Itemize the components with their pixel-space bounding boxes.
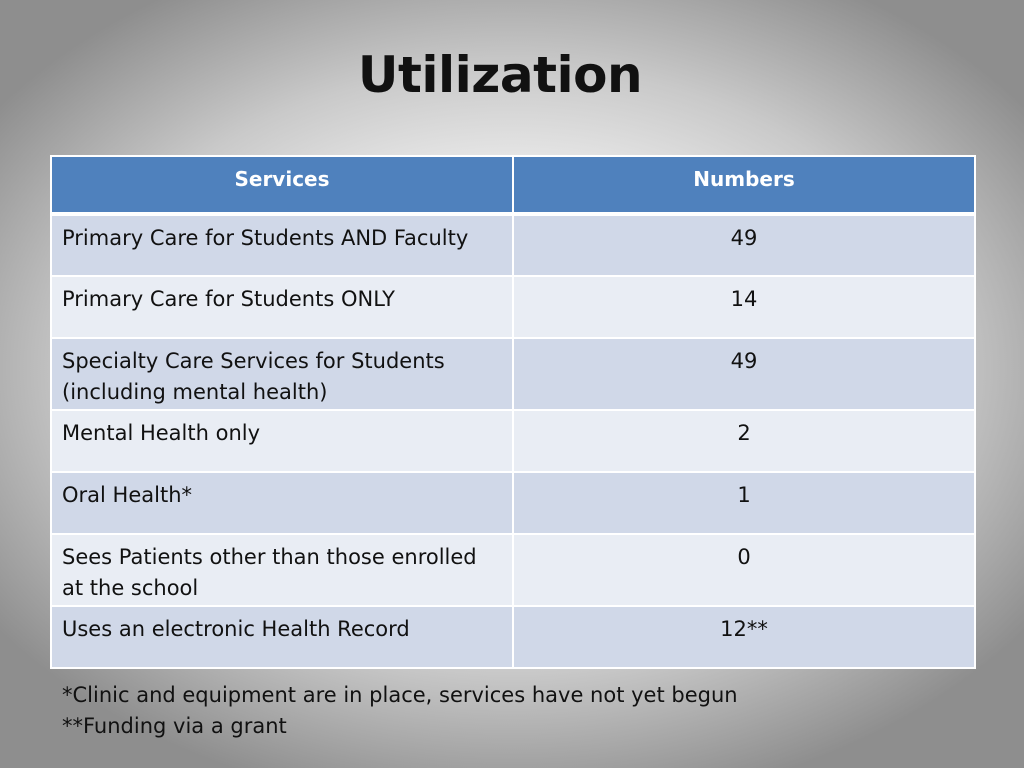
table-row: [51, 472, 975, 534]
number-cell: 49: [513, 214, 975, 276]
footnote-clinic: *Clinic and equipment are in place, services have not yet begun: [62, 683, 738, 707]
number-cell: 12**: [513, 606, 975, 668]
service-cell: Specialty Care Services for Students (including mental health): [51, 338, 513, 410]
number-cell: 0: [513, 534, 975, 606]
column-header-services: Services: [51, 156, 513, 214]
service-cell: Mental Health only: [51, 410, 513, 472]
service-cell: Sees Patients other than those enrolled at the school: [51, 534, 513, 606]
footnote-funding: **Funding via a grant: [62, 714, 287, 738]
number-cell: 49: [513, 338, 975, 410]
number-cell: 1: [513, 472, 975, 534]
table-row: [51, 606, 975, 668]
footnotes: [62, 680, 738, 742]
service-cell: Uses an electronic Health Record: [51, 606, 513, 668]
service-cell: Primary Care for Students AND Faculty: [51, 214, 513, 276]
number-cell: 2: [513, 410, 975, 472]
page-title: Utilization: [357, 46, 643, 104]
table-row: [51, 338, 975, 410]
table-row: [51, 214, 975, 276]
utilization-table: [50, 155, 976, 669]
service-cell: Primary Care for Students ONLY: [51, 276, 513, 338]
number-cell: 14: [513, 276, 975, 338]
table-row: [51, 410, 975, 472]
table-row: [51, 534, 975, 606]
table-header-row: [51, 156, 975, 214]
column-header-numbers: Numbers: [513, 156, 975, 214]
service-cell: Oral Health*: [51, 472, 513, 534]
table-row: [51, 276, 975, 338]
